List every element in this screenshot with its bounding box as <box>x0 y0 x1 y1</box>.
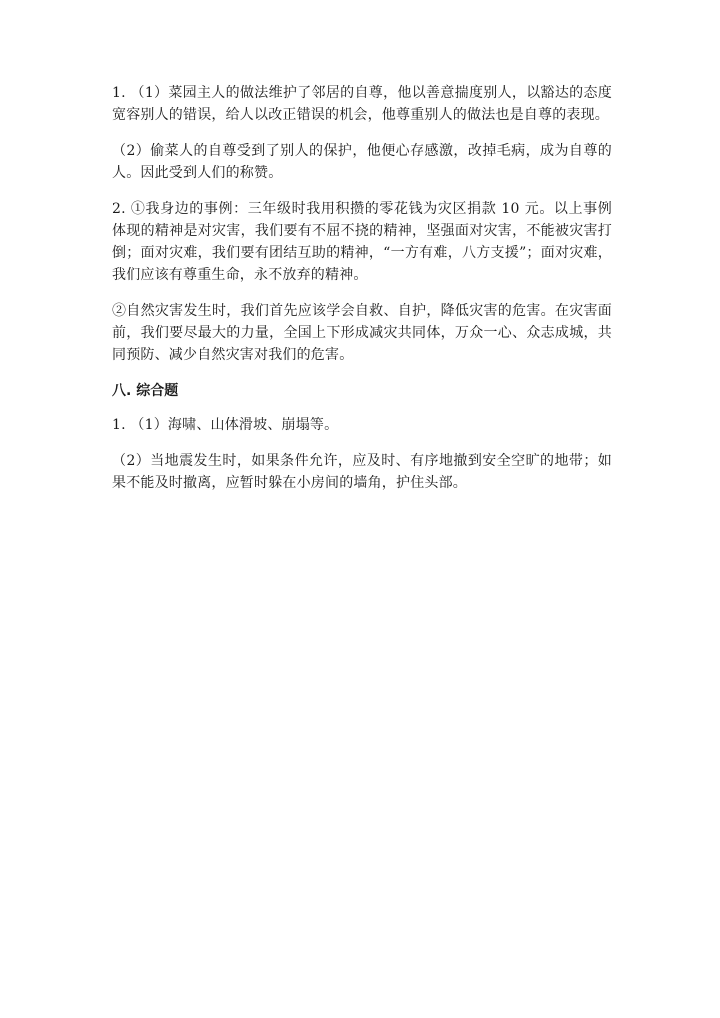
section8-answer-q1-part2: （2）当地震发生时，如果条件允许，应及时、有序地撤到安全空旷的地带；如果不能及时撤离，应暂时躲在小房间的墙角，护住头部。 <box>112 453 612 491</box>
answer-q1-part2: （2）偷菜人的自尊受到了别人的保护，他便心存感激，改掉毛病，成为自尊的人。因此受到人们的称赞。 <box>112 143 612 181</box>
section-heading-comprehensive: 八. 综合题 <box>112 383 179 399</box>
document-page <box>112 82 612 508</box>
answer-q2-part2: ②自然灾害发生时，我们首先应该学会自救、自护，降低灾害的危害。在灾害面前，我们要尽最大的力量，全国上下形成减灾共同体，万众一心、众志成城，共同预防、减少自然灾害对我们的危害。 <box>112 303 612 363</box>
answer-q1-part1: 1. （1）菜园主人的做法维护了邻居的自尊，他以善意揣度别人，以豁达的态度宽容别人的错误，给人以改正错误的机会，他尊重别人的做法也是自尊的表现。 <box>112 85 612 123</box>
answer-q2-part1: 2. ①我身边的事例：三年级时我用积攒的零花钱为灾区捐款 10 元。以上事例体现的精神是对灾害，我们要有不屈不挠的精神，坚强面对灾害，不能被灾害打倒；面对灾难，我们要有团结互助的精神，“一方有难，八方支援”；面对灾难，我们应该有尊重生命，永不放弃的精神。 <box>112 201 612 283</box>
section8-answer-q1-part1: 1. （1）海啸、山体滑坡、崩塌等。 <box>112 417 339 433</box>
